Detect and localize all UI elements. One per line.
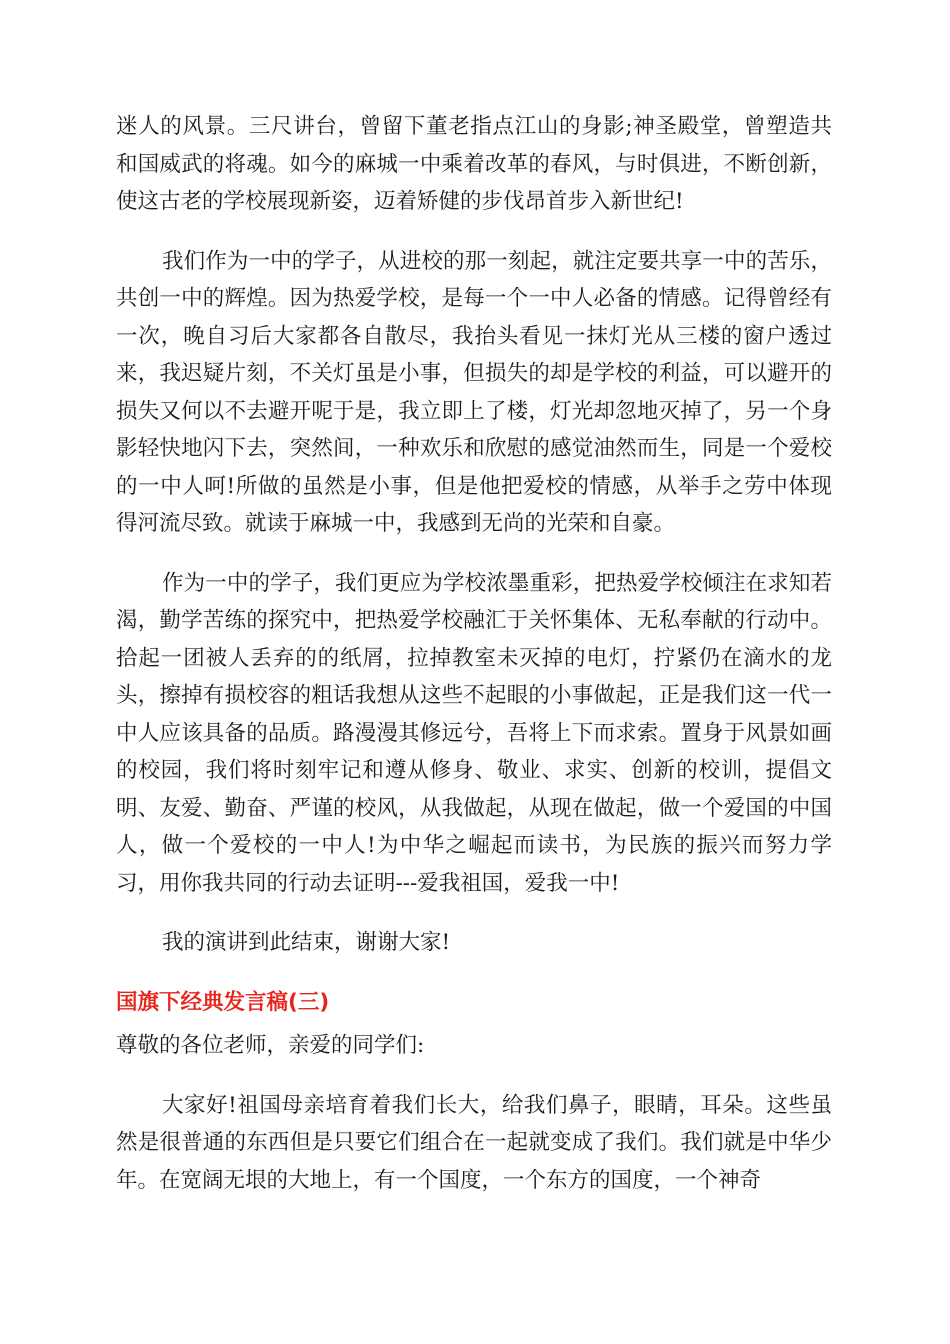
paragraph-gap <box>116 221 832 243</box>
paragraph-continuation: 迷人的风景。三尺讲台，曾留下董老指点江山的身影;神圣殿堂，曾塑造共和国威武的将魂。如今的麻城一中乘着改革的春风，与时俱进，不断创新，使这古老的学校展现新姿，迈着矫健的步伐昂首步入新世纪! <box>116 114 832 214</box>
paragraph-gap <box>116 1065 832 1087</box>
paragraph-school-love: 我们作为一中的学子，从进校的那一刻起，就注定要共享一中的苦乐，共创一中的辉煌。因为热爱学校，是每一个一中人必备的情感。记得曾经有一次，晚自习后大家都各自散尽，我抬头看见一抹灯光从三楼的窗户透过来，我迟疑片刻，不关灯虽是小事，但损失的却是学校的利益，可以避开的损失又何以不去避开呢于是，我立即上了楼，灯光却忽地灭掉了，另一个身影轻快地闪下去，突然间，一种欢乐和欣慰的感觉油然而生，同是一个爱校的一中人呵!所做的虽然是小事，但是他把爱校的情感，从举手之劳中体现得河流尽致。就读于麻城一中，我感到无尚的光荣和自豪。 <box>116 248 832 536</box>
paragraph-students-duty: 作为一中的学子，我们更应为学校浓墨重彩，把热爱学校倾注在求知若渴，勤学苦练的探究中，把热爱学校融汇于关怀集体、无私奉献的行动中。拾起一团被人丢弃的的纸屑，拉掉教室未灭掉的电灯，拧紧仍在滴水的龙头，擦掉有损校容的粗话我想从这些不起眼的小事做起，正是我们这一代一中人应该具备的品质。路漫漫其修远兮，吾将上下而求索。置身于风景如画的校园，我们将时刻牢记和遵从修身、敬业、求实、创新的校训，提倡文明、友爱、勤奋、严谨的校风，从我做起，从现在做起，做一个爱国的中国人，做一个爱校的一中人!为中华之崛起而读书，为民族的振兴而努力学习，用你我共同的行动去证明---爱我祖国，爱我一中! <box>116 570 832 896</box>
salutation: 尊敬的各位老师，亲爱的同学们: <box>116 1033 425 1058</box>
section-heading: 国旗下经典发言稿(三) <box>116 989 330 1015</box>
paragraph-gap <box>116 543 832 565</box>
document-page <box>116 108 832 1199</box>
paragraph-gap <box>116 902 832 924</box>
paragraph-greeting: 大家好!祖国母亲培育着我们长大，给我们鼻子，眼睛，耳朵。这些虽然是很普通的东西但是只要它们组合在一起就变成了我们。我们就是中华少年。在宽阔无垠的大地上，有一个国度，一个东方的国度，一个神奇 <box>116 1092 832 1193</box>
paragraph-closing: 我的演讲到此结束，谢谢大家! <box>162 930 451 955</box>
paragraph-gap <box>116 962 832 984</box>
